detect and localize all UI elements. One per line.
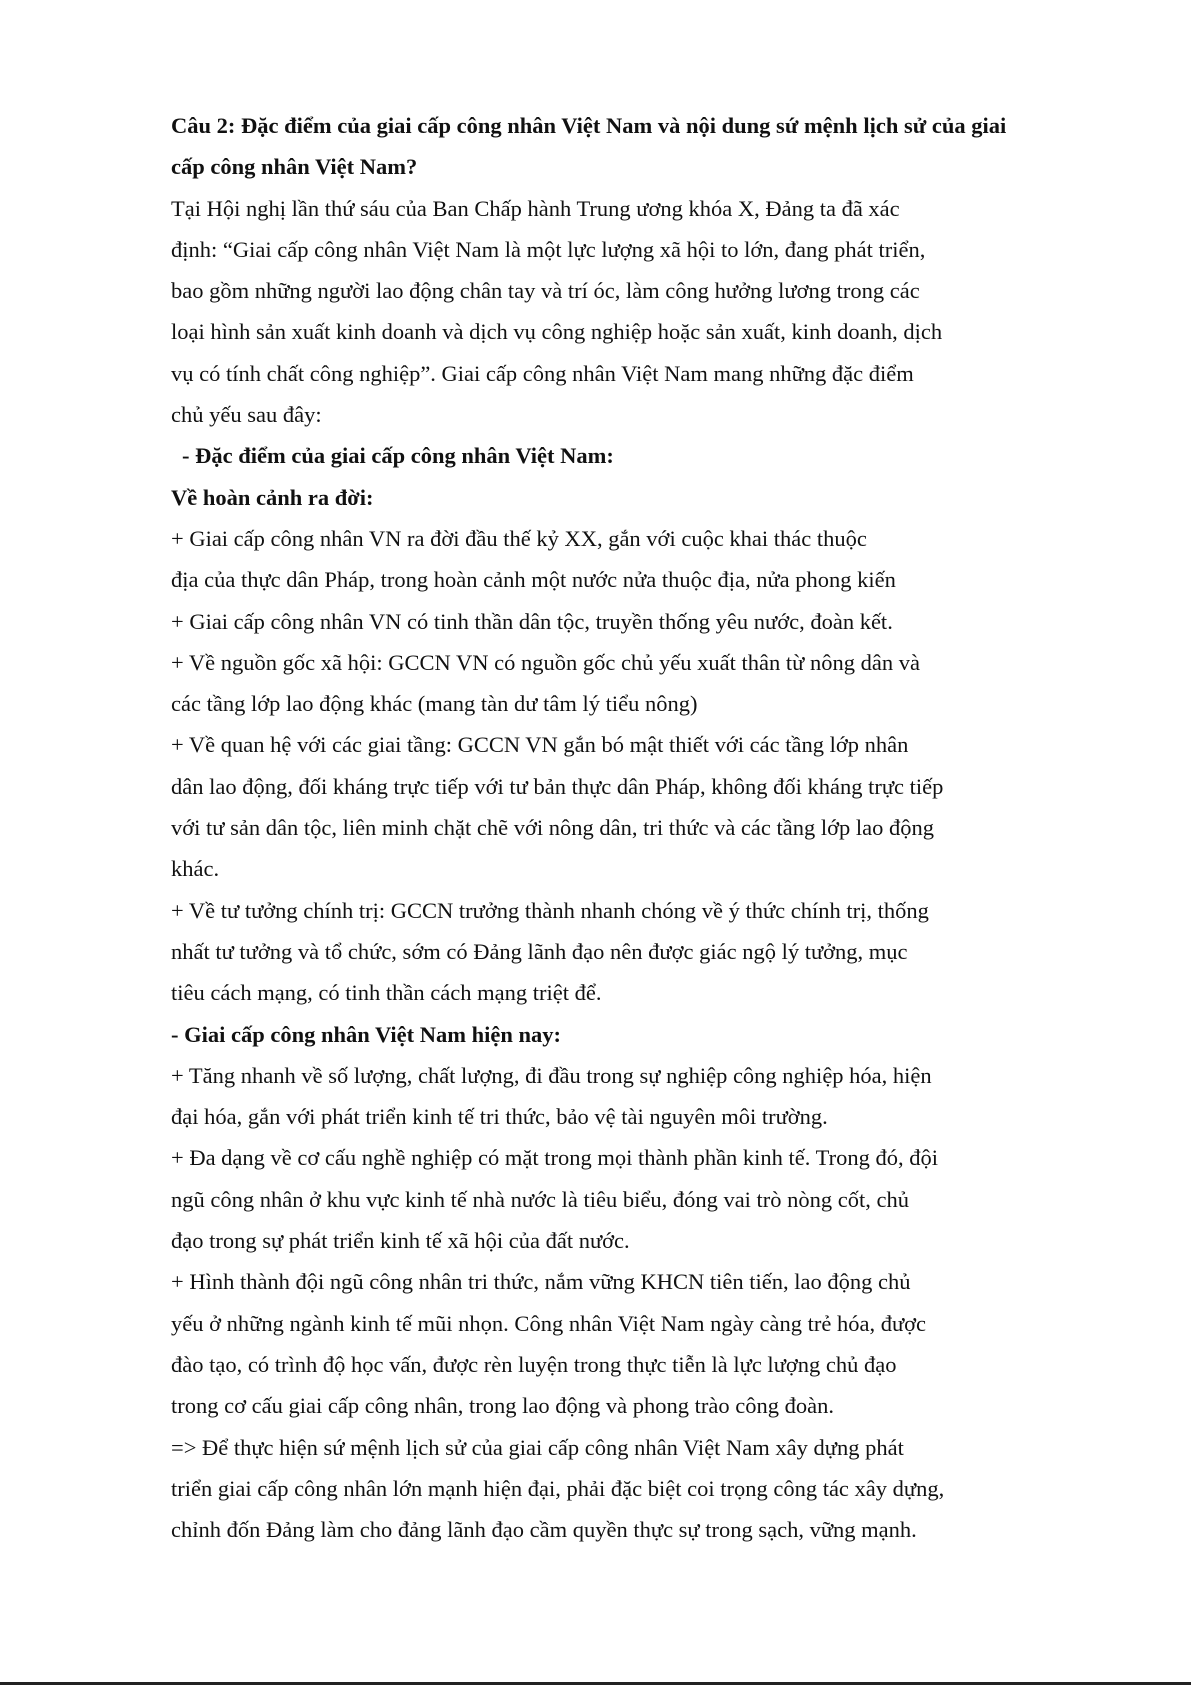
- conclusion-line: triển giai cấp công nhân lớn mạnh hiện đại, phải đặc biệt coi trọng công tác xây dựng,: [171, 1475, 945, 1501]
- section1-line: + Về quan hệ với các giai tầng: GCCN VN gắn bó mật thiết với các tầng lớp nhân: [171, 732, 909, 758]
- conclusion-line: => Để thực hiện sứ mệnh lịch sử của giai cấp công nhân Việt Nam xây dựng phát: [171, 1434, 904, 1460]
- intro-line: vụ có tính chất công nghiệp”. Giai cấp công nhân Việt Nam mang những đặc điểm: [171, 360, 914, 386]
- section2-line: đại hóa, gắn với phát triển kinh tế tri thức, bảo vệ tài nguyên môi trường.: [171, 1104, 828, 1130]
- section2-line: ngũ công nhân ở khu vực kinh tế nhà nước là tiêu biểu, đóng vai trò nòng cốt, chủ: [171, 1186, 910, 1212]
- section1-line: nhất tư tưởng và tổ chức, sớm có Đảng lãnh đạo nên được giác ngộ lý tưởng, mục: [171, 938, 908, 964]
- section1-line: với tư sản dân tộc, liên minh chặt chẽ với nông dân, tri thức và các tầng lớp lao động: [171, 815, 935, 841]
- subheading-origin: Về hoàn cảnh ra đời:: [171, 484, 374, 510]
- section1-line: + Về nguồn gốc xã hội: GCCN VN có nguồn gốc chủ yếu xuất thân từ nông dân và: [171, 649, 920, 675]
- conclusion-line: chỉnh đốn Đảng làm cho đảng lãnh đạo cầm quyền thực sự trong sạch, vững mạnh.: [171, 1517, 917, 1543]
- section2-line: + Tăng nhanh về số lượng, chất lượng, đi đầu trong sự nghiệp công nghiệp hóa, hiện: [171, 1062, 932, 1088]
- section2-line: + Đa dạng về cơ cấu nghề nghiệp có mặt trong mọi thành phần kinh tế. Trong đó, đội: [171, 1145, 938, 1171]
- section1-line: + Về tư tưởng chính trị: GCCN trưởng thành nhanh chóng về ý thức chính trị, thống: [171, 897, 929, 923]
- document-page: [171, 105, 1071, 1550]
- section1-line: dân lao động, đối kháng trực tiếp với tư bản thực dân Pháp, không đối kháng trực tiếp: [171, 773, 944, 799]
- section2-line: đạo trong sự phát triển kinh tế xã hội của đất nước.: [171, 1228, 630, 1254]
- intro-line: định: “Giai cấp công nhân Việt Nam là một lực lượng xã hội to lớn, đang phát triển,: [171, 236, 926, 262]
- intro-line: bao gồm những người lao động chân tay và trí óc, làm công hưởng lương trong các: [171, 278, 920, 304]
- section1-line: địa của thực dân Pháp, trong hoàn cảnh một nước nửa thuộc địa, nửa phong kiến: [171, 567, 896, 593]
- section2-line: đào tạo, có trình độ học vấn, được rèn luyện trong thực tiễn là lực lượng chủ đạo: [171, 1351, 897, 1377]
- section1-line: khác.: [171, 856, 220, 882]
- section1-line: tiêu cách mạng, có tinh thần cách mạng triệt để.: [171, 980, 602, 1006]
- question-heading-line-1: Câu 2: Đặc điểm của giai cấp công nhân Việt Nam và nội dung sứ mệnh lịch sử của giai: [171, 113, 1007, 138]
- intro-line: chủ yếu sau đây:: [171, 402, 322, 428]
- section-heading-characteristics: - Đặc điểm của giai cấp công nhân Việt Nam:: [182, 443, 614, 469]
- section1-line: + Giai cấp công nhân VN ra đời đầu thế kỷ XX, gắn với cuộc khai thác thuộc: [171, 525, 867, 551]
- intro-line: Tại Hội nghị lần thứ sáu của Ban Chấp hành Trung ương khóa X, Đảng ta đã xác: [171, 195, 900, 221]
- question-heading-line-2: cấp công nhân Việt Nam?: [171, 154, 418, 180]
- section2-line: + Hình thành đội ngũ công nhân tri thức, nắm vững KHCN tiên tiến, lao động chủ: [171, 1269, 911, 1295]
- section-heading-current: - Giai cấp công nhân Việt Nam hiện nay:: [171, 1021, 562, 1047]
- intro-line: loại hình sản xuất kinh doanh và dịch vụ công nghiệp hoặc sản xuất, kinh doanh, dịch: [171, 319, 943, 345]
- section1-line: + Giai cấp công nhân VN có tinh thần dân tộc, truyền thống yêu nước, đoàn kết.: [171, 608, 893, 634]
- section2-line: yếu ở những ngành kinh tế mũi nhọn. Công nhân Việt Nam ngày càng trẻ hóa, được: [171, 1310, 927, 1336]
- section2-line: trong cơ cấu giai cấp công nhân, trong lao động và phong trào công đoàn.: [171, 1393, 834, 1419]
- section1-line: các tầng lớp lao động khác (mang tàn dư tâm lý tiểu nông): [171, 691, 698, 717]
